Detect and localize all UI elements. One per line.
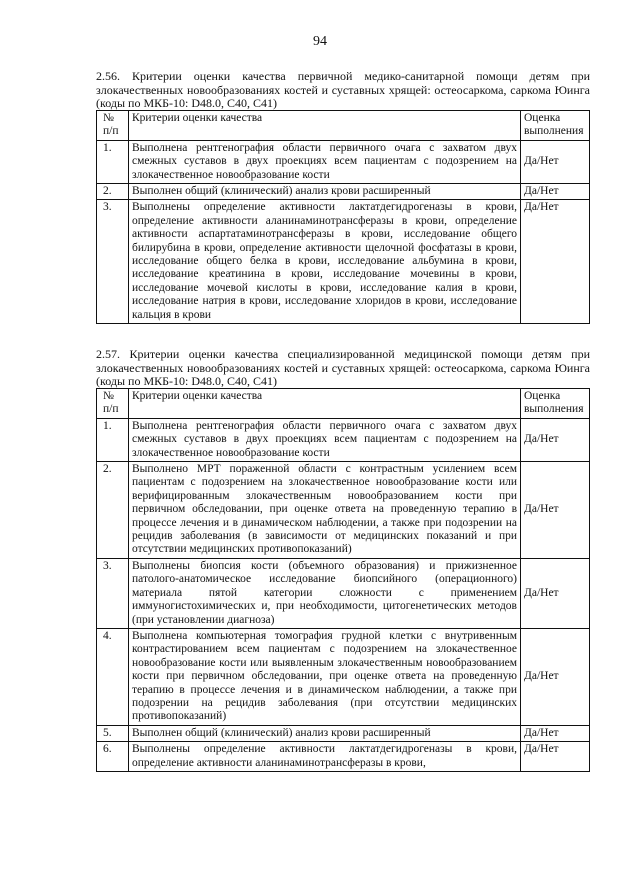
- row-criterion: Выполнен общий (клинический) анализ крови расширенный: [129, 184, 521, 200]
- table-row: [97, 725, 590, 741]
- section-2-57-heading: 2.57. Критерии оценки качества специализированной медицинской помощи детям при злокачественных новообразованиях костей и суставных хрящей: остеосаркома, саркома Юинга (коды по МКБ-10: D48.0, C40, C41): [96, 347, 590, 388]
- row-number: 4.: [97, 628, 129, 725]
- row-number: 1.: [97, 140, 129, 183]
- row-result: Да/Нет: [521, 742, 590, 772]
- page-number: 94: [313, 34, 327, 49]
- col-header-result: Оценка выполнения: [521, 389, 590, 419]
- row-number: 2.: [97, 184, 129, 200]
- row-criterion: Выполнена рентгенография области первичного очага с захватом двух смежных суставов в двух проекциях всем пациентам с подозрением на злокачественное новообразование кости: [129, 140, 521, 183]
- row-criterion: Выполнено МРТ пораженной области с контрастным усилением всем пациентам с подозрением на злокачественное новообразование кости или верифицированным злокачественным новообразованием кости при первичном обследовании, при оценке ответа на проведенную терапию в процессе лечения и в динамическом наблюдении, а также при подозрении на рецидив заболевания (в зависимости от медицинских показаний и при отсутствии медицинских противопоказаний): [129, 462, 521, 559]
- row-criterion: Выполнены определение активности лактатдегидрогеназы в крови, определение активности аланинаминотрансферазы в крови,: [129, 742, 521, 772]
- row-result: Да/Нет: [521, 200, 590, 324]
- row-result: Да/Нет: [521, 140, 590, 183]
- criteria-table-2-56: [96, 110, 590, 324]
- row-result: Да/Нет: [521, 558, 590, 628]
- row-result: Да/Нет: [521, 628, 590, 725]
- row-result: Да/Нет: [521, 725, 590, 741]
- table-row: [97, 140, 590, 183]
- row-criterion: Выполнена компьютерная томография грудной клетки с внутривенным контрастированием всем пациентам с подозрением на злокачественное новообразование кости или выявленным злокачественным новообразованием кости при первичном обследовании, при оценке ответа на проведенную терапию в процессе лечения и в динамическом наблюдении, а также при подозрении на рецидив заболевания (при отсутствии медицинских противопоказаний): [129, 628, 521, 725]
- row-number: 3.: [97, 558, 129, 628]
- row-result: Да/Нет: [521, 184, 590, 200]
- row-number: 3.: [97, 200, 129, 324]
- row-number: 2.: [97, 462, 129, 559]
- row-number: 5.: [97, 725, 129, 741]
- table-row: [97, 628, 590, 725]
- row-criterion: Выполнен общий (клинический) анализ крови расширенный: [129, 725, 521, 741]
- table-row: [97, 558, 590, 628]
- col-header-criterion: Критерии оценки качества: [129, 389, 521, 419]
- col-header-number: № п/п: [97, 389, 129, 419]
- col-header-criterion: Критерии оценки качества: [129, 111, 521, 141]
- row-number: 6.: [97, 742, 129, 772]
- row-result: Да/Нет: [521, 418, 590, 461]
- col-header-result: Оценка выполнения: [521, 111, 590, 141]
- table-header-row: [97, 389, 590, 419]
- col-header-number: № п/п: [97, 111, 129, 141]
- table-header-row: [97, 111, 590, 141]
- table-row: [97, 418, 590, 461]
- row-criterion: Выполнены определение активности лактатдегидрогеназы в крови, определение активности аланинаминотрансферазы в крови, определение активности аспартатаминотрансферазы в крови, исследование общего билирубина в крови, определение активности щелочной фосфатазы в крови, исследование общего белка в крови, исследование альбумина в крови, исследование креатинина в крови, исследование мочевины в крови, исследование мочевой кислоты в крови, исследование калия в крови, исследование натрия в крови, исследование хлоридов в крови, исследование кальция в крови: [129, 200, 521, 324]
- table-row: [97, 462, 590, 559]
- row-number: 1.: [97, 418, 129, 461]
- table-row: [97, 184, 590, 200]
- table-row: [97, 742, 590, 772]
- row-result: Да/Нет: [521, 462, 590, 559]
- row-criterion: Выполнены биопсия кости (объемного образования) и прижизненное патолого-анатомическое исследование биопсийного (операционного) материала пятой категории сложности с применением иммуногистохимических и, при необходимости, цитогенетических методов (при установлении диагноза): [129, 558, 521, 628]
- table-row: [97, 200, 590, 324]
- row-criterion: Выполнена рентгенография области первичного очага с захватом двух смежных суставов в двух проекциях всем пациентам с подозрением на злокачественное новообразование кости: [129, 418, 521, 461]
- criteria-table-2-57: [96, 388, 590, 772]
- section-2-56-heading: 2.56. Критерии оценки качества первичной медико-санитарной помощи детям при злокачественных новообразованиях костей и суставных хрящей: остеосаркома, саркома Юинга (коды по МКБ-10: D48.0, C40, C41): [96, 69, 590, 110]
